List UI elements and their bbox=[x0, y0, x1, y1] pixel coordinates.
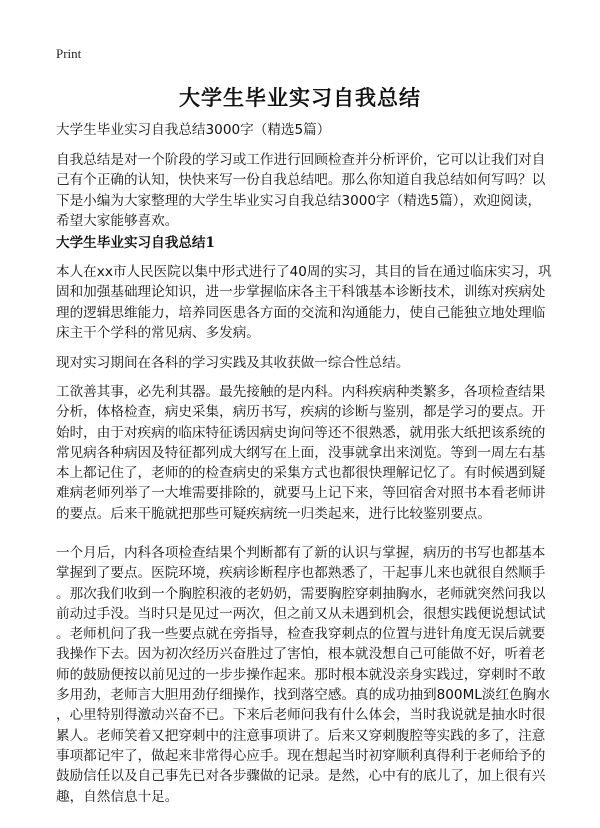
text-line: 希望大家能够喜欢。 bbox=[56, 212, 179, 229]
text-line: 己有个正确的认知，快快来写一份自我总结吧。那么你知道自我总结如何写吗？以 bbox=[56, 172, 546, 189]
intro-paragraph bbox=[56, 150, 556, 231]
text-line: 始时，由于对疾病的临床特征诱因病史询问等还不很熟悉，就用张大纸把该系统的 bbox=[56, 424, 546, 441]
document-title: 大学生毕业实习自我总结 bbox=[179, 86, 421, 110]
text-line: 。老师机问了我一些要点就在旁指导，检查我穿刺点的位置与进针角度无误后就要 bbox=[56, 626, 546, 643]
print-link[interactable]: Print bbox=[56, 46, 82, 61]
text-line: 本人在xx市人民医院以集中形式进行了40周的实习，其目的旨在通过临床实习，巩 bbox=[56, 264, 552, 280]
text-line: 现对实习期间在各科的学习实践及其收获做一综合性总结。 bbox=[56, 355, 410, 371]
text-line: 前动过手没。当时只是见过一两次，但之前又从未遇到机会，很想实践便说想试试 bbox=[56, 605, 546, 622]
text-line: 常见病各种病因及特征都列成大纲写在上面，没事就拿出来浏览。等到一周左右基 bbox=[56, 444, 546, 461]
text-line: 固和加强基础理论知识，进一步掌握临床各主干科饿基本诊断技术，训练对疾病处 bbox=[56, 284, 546, 301]
text-line: 师的鼓励便按以前见过的一步步操作起来。那时根本就没亲身实践过，穿刺时不敢 bbox=[56, 666, 546, 683]
text-line: 床主干个学科的常见病、多发病。 bbox=[56, 324, 260, 341]
text-line: 下是小编为大家整理的大学生毕业实习自我总结3000字（精选5篇），欢迎阅读， bbox=[56, 192, 542, 209]
text-line: 本上都记住了，老师的的检查病史的采集方式也都很快理解记忆了。有时候遇到疑 bbox=[56, 465, 546, 482]
paragraph-3 bbox=[56, 382, 556, 524]
text-line: 累人。老师笑着又把穿刺中的注意事项讲了。后来又穿刺腹腔等实践的多了，注意 bbox=[56, 727, 546, 744]
text-line: 难病老师列举了一大堆需要排除的，就要马上记下来，等回宿舍对照书本看老师讲 bbox=[56, 485, 546, 502]
text-line: 工欲善其事，必先利其器。最先接触的是内科。内科疾病种类繁多，各项检查结果 bbox=[56, 384, 546, 400]
text-line: 自我总结是对一个阶段的学习或工作进行回顾检查并分析评价，它可以让我们对自 bbox=[56, 152, 546, 168]
paragraph-1 bbox=[56, 262, 556, 343]
subtitle-text: 大学生毕业实习自我总结3000字（精选5篇） bbox=[56, 122, 331, 138]
text-line: 。那次我们收到一个胸腔积液的老奶奶，需要胸腔穿刺抽胸水，老师就突然问我以 bbox=[56, 585, 546, 602]
paragraph-4 bbox=[56, 543, 556, 807]
section-heading: 大学生毕业实习自我总结1 bbox=[56, 235, 215, 251]
text-line: 的要点。后来干脆就把那些可疑疾病统一归类起来，进行比较鉴别要点。 bbox=[56, 505, 491, 522]
text-line: 趣，自然信息十足。 bbox=[56, 788, 179, 805]
text-line: 分析，体格检查，病史采集，病历书写，疾病的诊断与鉴别，都是学习的要点。开 bbox=[56, 404, 546, 421]
text-line: 掌握到了要点。医院环境，疾病诊断程序也都熟悉了，干起事儿来也就很自然顺手 bbox=[56, 565, 546, 582]
text-line: 事项都记牢了，做起来非常得心应手。现在想起当时初穿顺利真得利于老师给予的 bbox=[56, 747, 546, 764]
document-subtitle bbox=[56, 120, 556, 140]
text-line: ，心里特别得激动兴奋不已。下来后老师问我有什么体会，当时我说就是抽水时很 bbox=[56, 707, 546, 724]
text-line: 理的逻辑思维能力，培养同医患各方面的交流和沟通能力，使自己能独立地处理临 bbox=[56, 304, 546, 321]
paragraph-2 bbox=[56, 353, 556, 373]
text-line: 多用劲，老师言大胆用劲仔细操作，找到落空感。真的成功抽到800ML淡红色胸水 bbox=[56, 687, 550, 704]
text-line: 鼓励信任以及自己事先已对各步骤做的记录。是然，心中有的底儿了，加上很有兴 bbox=[56, 768, 546, 785]
text-line: 我操作下去。因为初次经历兴奋胜过了害怕，根本就没想自己可能做不好，听着老 bbox=[56, 646, 546, 663]
text-line: 一个月后，内科各项检查结果个判断都有了新的认识与掌握，病历的书写也都基本 bbox=[56, 545, 546, 561]
